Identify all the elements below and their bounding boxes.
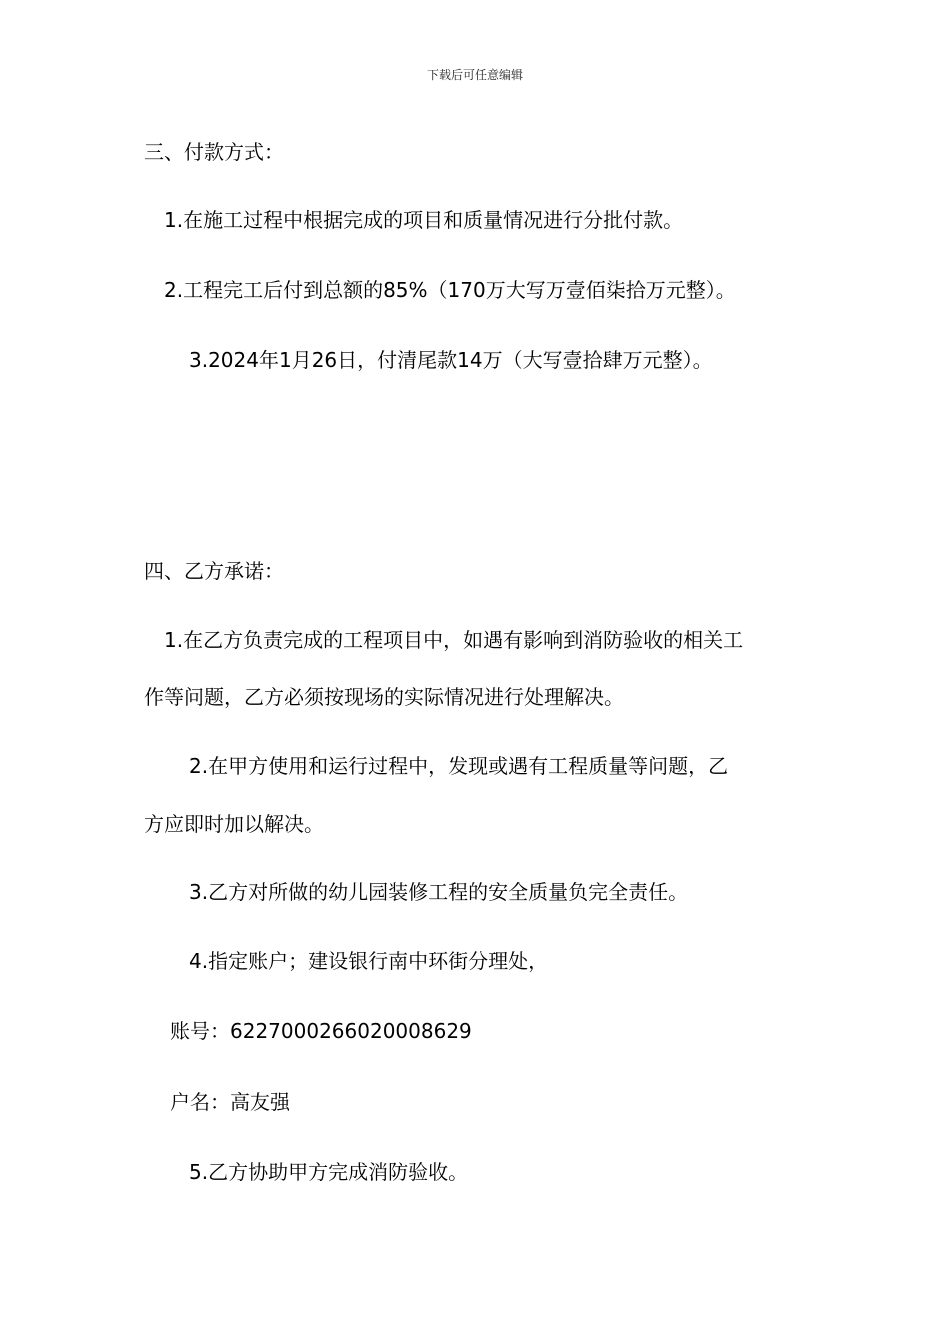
promise-item-2-line-1: 2.在甲方使用和运行过程中，发现或遇有工程质量等问题，乙 [189, 754, 729, 778]
payment-item-2: 2.工程完工后付到总额的85%（170万大写万壹佰柒拾万元整）。 [164, 278, 736, 302]
promise-item-2-line-2: 方应即时加以解决。 [144, 812, 324, 836]
account-name: 户名：高友强 [170, 1090, 290, 1114]
payment-item-1: 1.在施工过程中根据完成的项目和质量情况进行分批付款。 [164, 208, 684, 232]
section-3-heading: 三、付款方式： [144, 140, 284, 164]
account-number: 账号：6227000266020008629 [170, 1019, 472, 1043]
promise-item-1-line-2: 作等问题，乙方必须按现场的实际情况进行处理解决。 [144, 685, 624, 709]
promise-item-3: 3.乙方对所做的幼儿园装修工程的安全质量负完全责任。 [189, 880, 689, 904]
payment-item-3: 3.2024年1月26日，付清尾款14万（大写壹拾肆万元整）。 [189, 348, 713, 372]
page-header-note: 下载后可任意编辑 [426, 68, 523, 82]
promise-item-4: 4.指定账户；建设银行南中环街分理处， [189, 949, 549, 973]
section-4-heading: 四、乙方承诺： [144, 559, 284, 583]
promise-item-5: 5.乙方协助甲方完成消防验收。 [189, 1160, 469, 1184]
promise-item-1-line-1: 1.在乙方负责完成的工程项目中，如遇有影响到消防验收的相关工 [164, 628, 744, 652]
